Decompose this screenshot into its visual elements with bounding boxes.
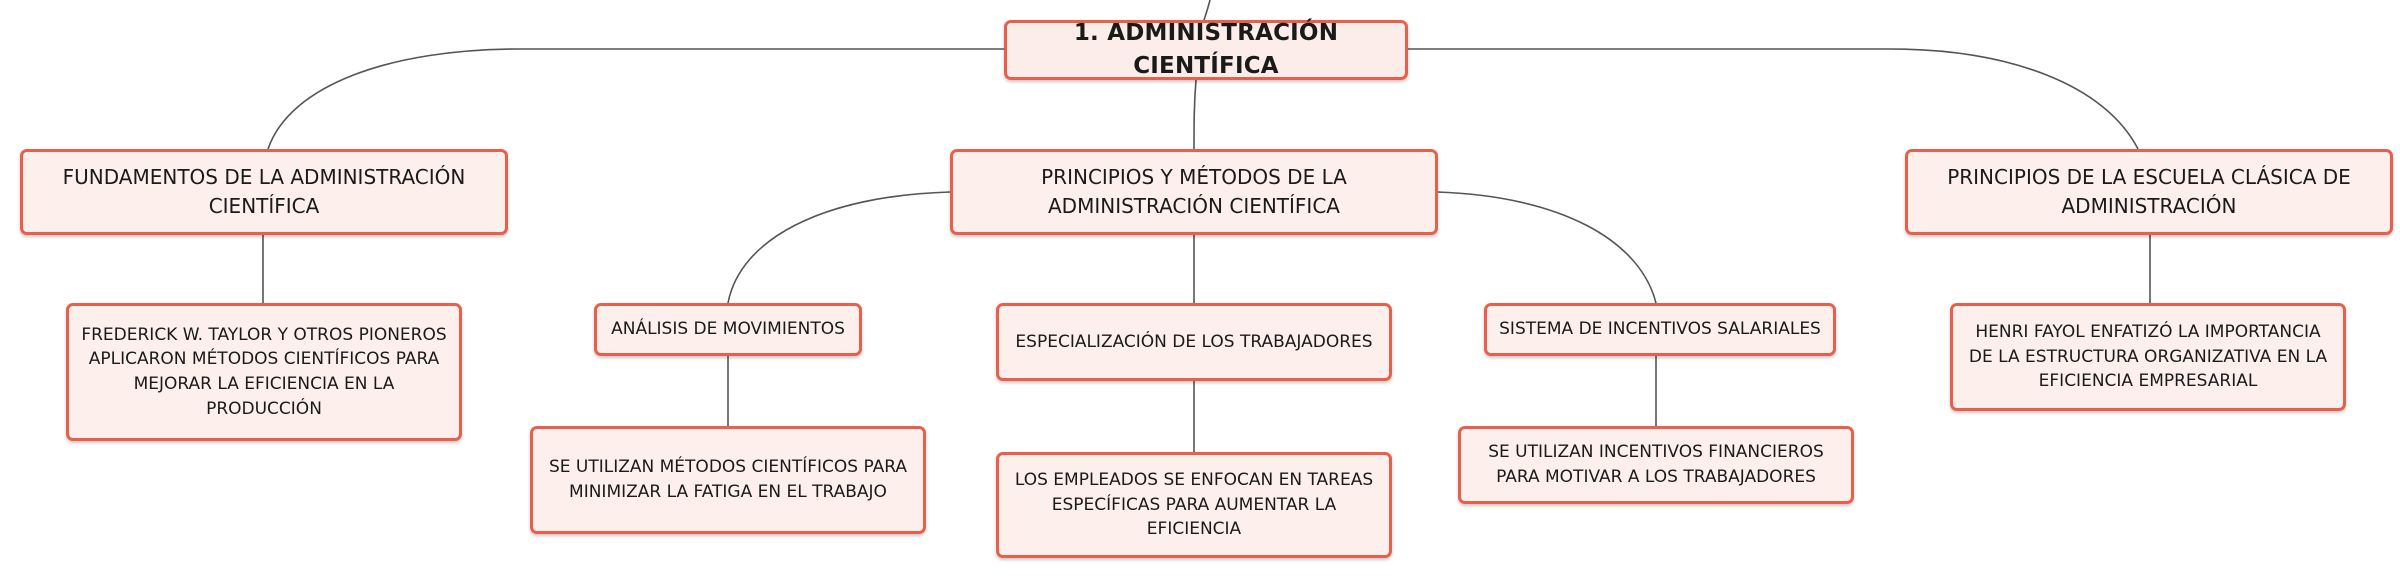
topic-escuela-clasica[interactable]: [1905, 149, 2393, 235]
subtopic-especializacion-label: ESPECIALIZACIÓN DE LOS TRABAJADORES: [1015, 331, 1373, 352]
topic-principios-metodos[interactable]: [950, 149, 1438, 235]
topic-fundamentos[interactable]: [20, 149, 508, 235]
subtopic-taylor[interactable]: [66, 303, 462, 441]
detail-tareas-label: LOS EMPLEADOS SE ENFOCAN EN TAREAS ESPECÍFICAS PARA AUMENTAR LA EFICIENCIA: [1014, 470, 1374, 540]
subtopic-fayol[interactable]: [1950, 303, 2346, 411]
detail-fatiga-label: SE UTILIZAN MÉTODOS CIENTÍFICOS PARA MINIMIZAR LA FATIGA EN EL TRABAJO: [548, 457, 908, 502]
subtopic-analisis-movimientos-label: ANÁLISIS DE MOVIMIENTOS: [611, 319, 845, 340]
detail-motivar-label: SE UTILIZAN INCENTIVOS FINANCIEROS PARA MOTIVAR A LOS TRABAJADORES: [1488, 442, 1824, 487]
connector-principios-incentivos: [1437, 192, 1656, 303]
root-node[interactable]: [1004, 20, 1408, 80]
connector-principios-analisis: [728, 192, 950, 303]
connector-root-fundamentos: [268, 49, 1004, 149]
detail-fatiga[interactable]: [530, 426, 926, 534]
subtopic-incentivos-label: SISTEMA DE INCENTIVOS SALARIALES: [1499, 319, 1821, 340]
detail-tareas[interactable]: [996, 452, 1392, 558]
topic-fundamentos-label: FUNDAMENTOS DE LA ADMINISTRACIÓN CIENTÍFICA: [62, 165, 466, 218]
detail-motivar[interactable]: [1458, 426, 1854, 504]
topic-principios-metodos-label: PRINCIPIOS Y MÉTODOS DE LA ADMINISTRACIÓN CIENTÍFICA: [1041, 165, 1347, 218]
connector-root-escuela: [1406, 49, 2138, 149]
subtopic-incentivos[interactable]: [1484, 303, 1836, 356]
subtopic-analisis-movimientos[interactable]: [594, 303, 862, 356]
connector-root-principios: [1194, 80, 1196, 149]
topic-escuela-clasica-label: PRINCIPIOS DE LA ESCUELA CLÁSICA DE ADMINISTRACIÓN: [1947, 165, 2351, 218]
subtopic-taylor-label: FREDERICK W. TAYLOR Y OTROS PIONEROS APLICARON MÉTODOS CIENTÍFICOS PARA MEJORAR LA EFICIENCIA EN LA PRODUCCIÓN: [81, 324, 447, 419]
subtopic-especializacion[interactable]: [996, 303, 1392, 381]
subtopic-fayol-label: HENRI FAYOL ENFATIZÓ LA IMPORTANCIA DE LA ESTRUCTURA ORGANIZATIVA EN LA EFICIENCIA EMPRESARIAL: [1968, 322, 2328, 392]
root-node-label: 1. ADMINISTRACIÓN CIENTÍFICA: [1073, 19, 1339, 79]
